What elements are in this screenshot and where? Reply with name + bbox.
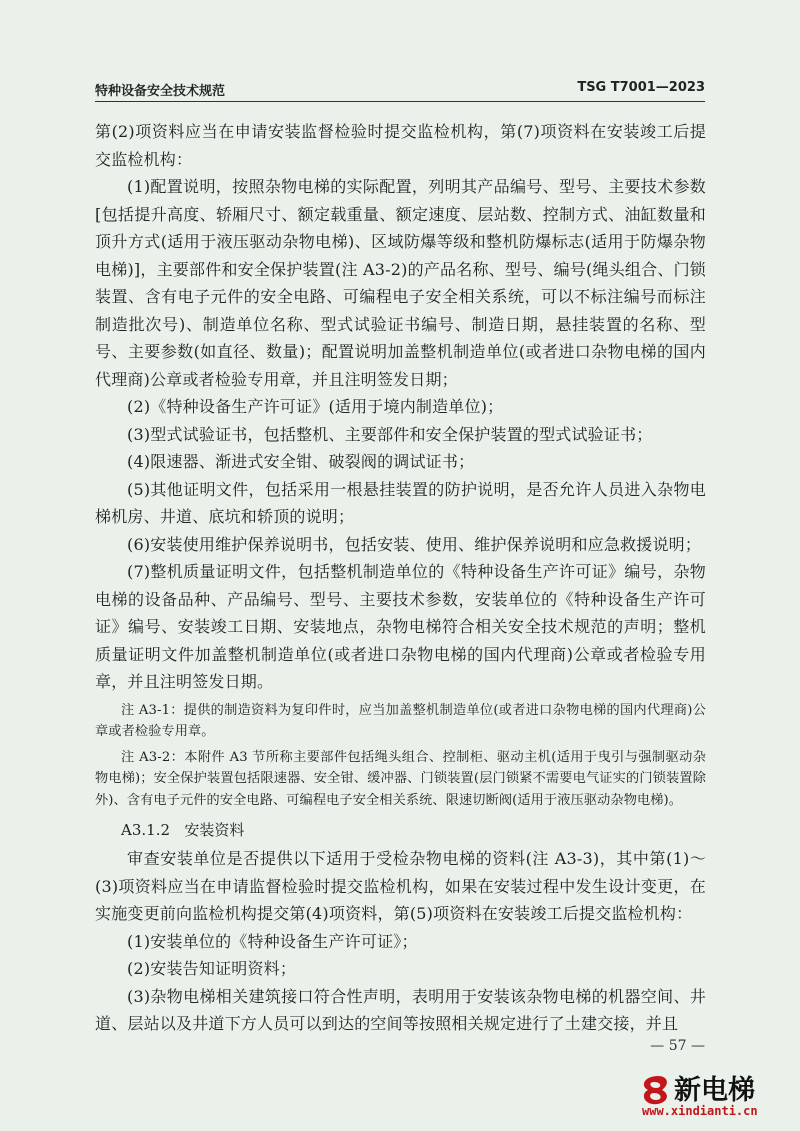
note-a3-1: 注 A3-1：提供的制造资料为复印件时，应当加盖整机制造单位(或者进口杂物电梯的国内代理商)公章或者检验专用章。 [95,702,706,739]
paragraph-item-1: (1)配置说明，按照杂物电梯的实际配置，列明其产品编号、型号、主要技术参数[包括提升高度、轿厢尺寸、额定载重量、额定速度、层站数、控制方式、油缸数量和顶升方式(适用于液压驱动杂物电梯)、区域防爆等级和整机防爆标志(适用于防爆杂物电梯)]，主要部件和安全保护装置(注 A3-2)的产品名称、型号、编号(绳头组合、门锁装置、含有电子元件的安全电路、可编程电子安全相关系统，可以不标注编号而标注制造批次号)、制造单位名称、型式试验证书编号、制造日期，悬挂装置的名称、型号、主要参数(如直径、数量)；配置说明加盖整机制造单位(或者进口杂物电梯的国内代理商)公章或者检验专用章，并且注明签发日期； [95,177,706,389]
page-body [95,118,706,1038]
brand-name: 新电梯 [674,1075,755,1106]
paragraph-item-3: (3)型式试验证书，包括整机、主要部件和安全保护装置的型式试验证书； [127,424,653,444]
note-a3-2: 注 A3-2：本附件 A3 节所称主要部件包括绳头组合、控制柜、驱动主机(适用于曳引与强制驱动杂物电梯)；安全保护装置包括限速器、安全钳、缓冲器、门锁装置(层门锁紧不需要电气证实的门锁装置除外)、含有电子元件的安全电路、可编程电子安全相关系统、限速切断阀(适用于液压驱动杂物电梯)。 [95,749,706,808]
paragraph-intro: 第(2)项资料应当在申请安装监督检验时提交监检机构，第(7)项资料在安装竣工后提交监检机构： [95,122,706,169]
paragraph-item-5: (5)其他证明文件，包括采用一根悬挂装置的防护说明，是否允许人员进入杂物电梯机房、井道、底坑和轿顶的说明； [95,479,706,526]
paragraph-item-7: (7)整机质量证明文件，包括整机制造单位的《特种设备生产许可证》编号，杂物电梯的设备品种、产品编号、型号、主要技术参数，安装单位的《特种设备生产许可证》编号、安装竣工日期、安装地点，杂物电梯符合相关安全技术规范的声明；整机质量证明文件加盖整机制造单位(或者进口杂物电梯的国内代理商)公章或者检验专用章，并且注明签发日期。 [95,562,706,691]
section-number: A3.1.2 [121,821,170,839]
paragraph-install-intro: 审查安装单位是否提供以下适用于受检杂物电梯的资料(注 A3-3)，其中第(1)～(3)项资料应当在申请监督检验时提交监检机构，如果在安装过程中发生设计变更，在实施变更前向监检机构提交第(4)项资料，第(5)项资料在安装竣工后提交监检机构： [95,849,706,923]
page-number: — 57 — [650,1038,705,1054]
paragraph-item-4: (4)限速器、渐进式安全钳、破裂阀的调试证书； [127,452,475,471]
paragraph-item-2: (2)《特种设备生产许可证》(适用于境内制造单位)； [127,397,504,416]
section-title: 安装资料 [184,821,245,839]
paragraph-item-6: (6)安装使用维护保养说明书，包括安装、使用、维护保养说明和应急救援说明； [127,534,702,554]
header-rule [95,101,705,102]
running-header [95,80,705,100]
section-heading [95,817,706,843]
header-standard-code: TSG T7001—2023 [577,80,705,95]
header-title: 特种设备安全技术规范 [95,84,226,99]
brand-watermark [634,1068,784,1124]
paragraph-install-1: (1)安装单位的《特种设备生产许可证》； [127,931,418,951]
paragraph-install-2: (2)安装告知证明资料； [127,959,297,978]
paragraph-install-3: (3)杂物电梯相关建筑接口符合性声明，表明用于安装该杂物电梯的机器空间、井道、层站以及井道下方人员可以到达的空间等按照相关规定进行了土建交接，并且 [95,986,706,1033]
brand-url: www.xindianti.cn [642,1104,758,1118]
